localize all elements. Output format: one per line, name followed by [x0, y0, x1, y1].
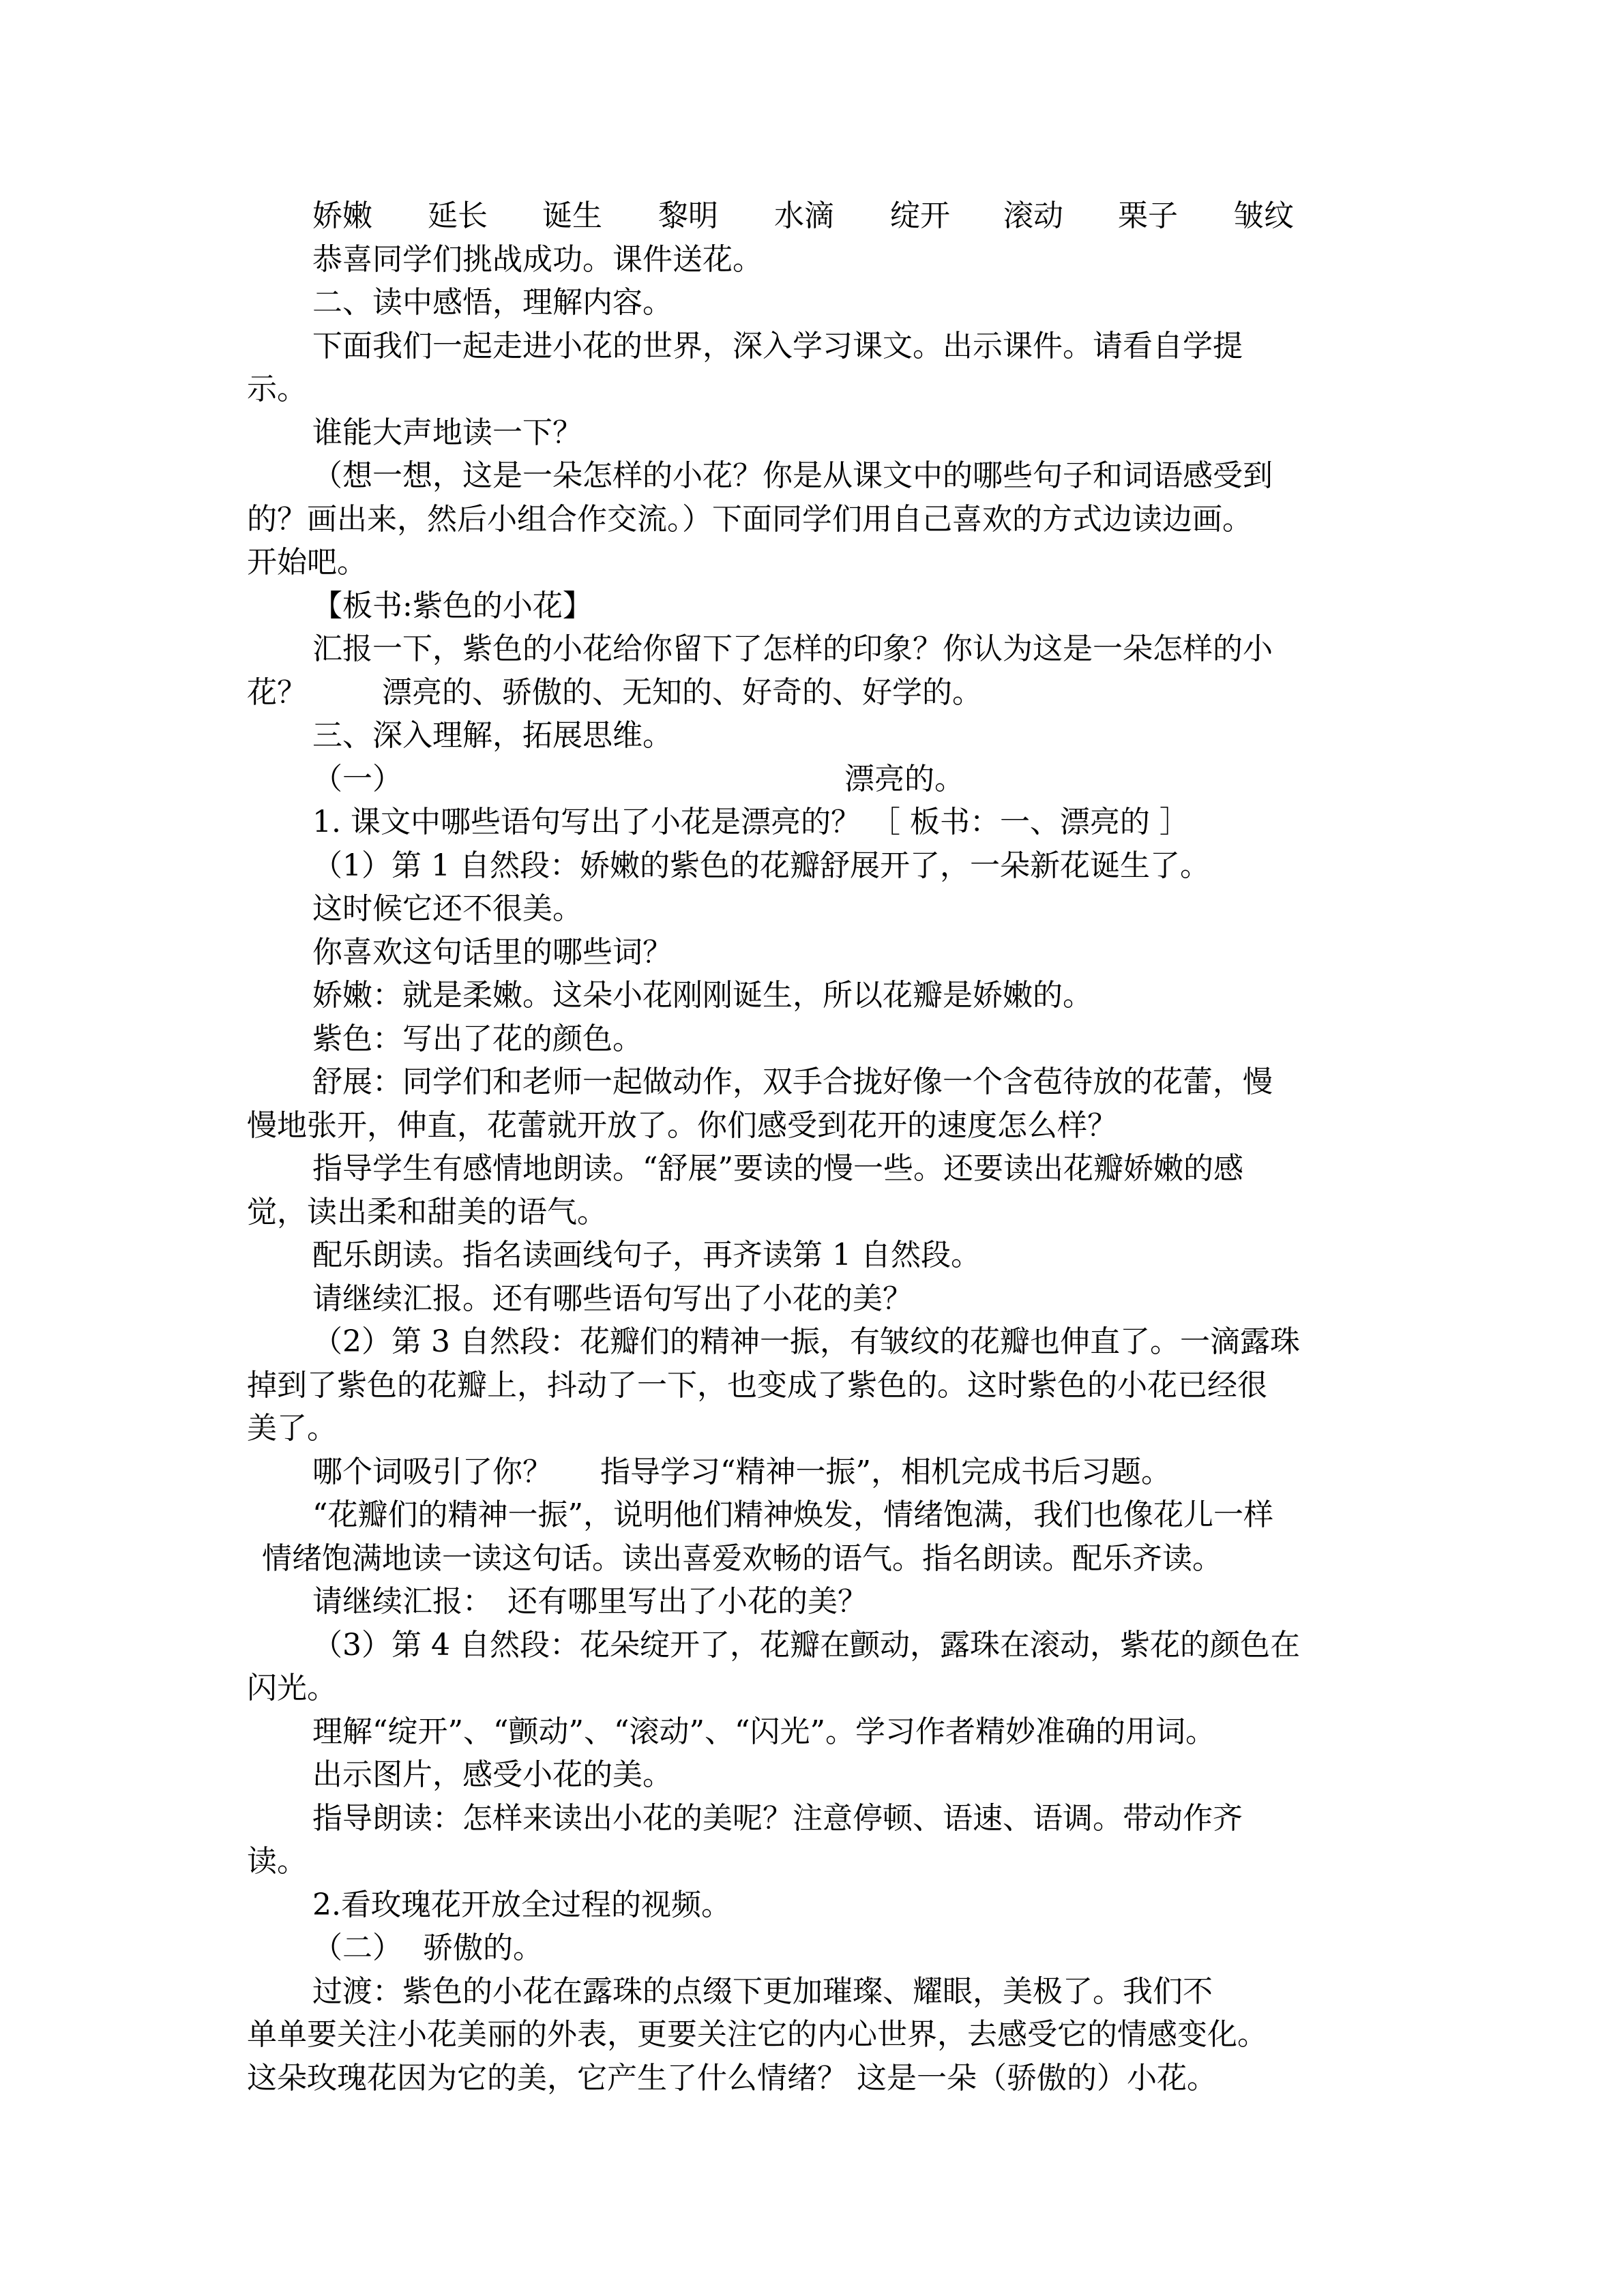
section-heading: 二、读中感悟，理解内容。 [312, 285, 673, 320]
vocab-word: 水滴 [774, 198, 834, 233]
paragraph-line: 闪光。 [247, 1671, 337, 1705]
paragraph-line: 舒展：同学们和老师一起做动作，双手合拢好像一个含苞待放的花蕾，慢 [312, 1064, 1273, 1099]
paragraph-line: 这时候它还不很美。 [312, 891, 582, 926]
paragraph-line: 掉到了紫色的花瓣上，抖动了一下，也变成了紫色的。这时紫色的小花已经很 [247, 1367, 1267, 1403]
paragraph-line [247, 671, 1365, 715]
paragraph-line: 紫色：写出了花的颜色。 [312, 1021, 643, 1056]
paragraph-line: 美了。 [247, 1411, 337, 1446]
line-segment: 指导学习“精神一振”，相机完成书后习题。 [600, 1454, 1171, 1489]
paragraph-line: 谁能大声地读一下？ [312, 415, 582, 450]
paragraph-line: 的？画出来，然后小组合作交流。）下面同学们用自己喜欢的方式边读边画。 [247, 501, 1252, 537]
vocab-word: 黎明 [658, 198, 718, 233]
paragraph-line: （2）第 3 自然段：花瓣们的精神一振，有皱纹的花瓣也伸直了。一滴露珠 [312, 1324, 1300, 1359]
paragraph-line: 慢地张开，伸直，花蕾就开放了。你们感受到花开的速度怎么样？ [247, 1107, 1117, 1143]
paragraph-line: 情绪饱满地读一读这句话。读出喜爱欢畅的语气。指名朗读。配乐齐读。 [262, 1540, 1222, 1576]
line-segment: 请继续汇报： [312, 1584, 492, 1619]
vocab-word: 滚动 [1003, 198, 1063, 233]
paragraph-line: 2.看玫瑰花开放全过程的视频。 [312, 1887, 731, 1922]
paragraph-line: 下面我们一起走进小花的世界，深入学习课文。出示课件。请看自学提 [312, 328, 1243, 363]
line-segment: 漂亮的。 [844, 761, 964, 796]
vocab-word: 诞生 [542, 198, 602, 233]
line-segment: （二） [312, 1930, 402, 1965]
paragraph-line: 配乐朗读。指名读画线句子，再齐读第 1 自然段。 [312, 1238, 981, 1272]
paragraph-line: 指导朗读：怎样来读出小花的美呢？注意停顿、语速、语调。带动作齐 [312, 1800, 1243, 1836]
paragraph-line: 汇报一下，紫色的小花给你留下了怎样的印象？你认为这是一朵怎样的小 [312, 631, 1273, 666]
paragraph-line: 你喜欢这句话里的哪些词？ [312, 934, 673, 970]
paragraph-line: 示。 [247, 372, 307, 406]
line-segment: 花？ [247, 674, 307, 710]
paragraph-line: （3）第 4 自然段：花朵绽开了，花瓣在颤动，露珠在滚动，紫花的颜色在 [312, 1627, 1300, 1663]
paragraph-line [247, 1450, 1365, 1494]
vocab-word: 延长 [428, 198, 488, 233]
subsection-heading [247, 758, 1365, 801]
vocab-word: 娇嫩 [312, 198, 372, 233]
paragraph-line: 1. 课文中哪些语句写出了小花是漂亮的？ ［ 板书：一、漂亮的 ］ [312, 805, 1190, 839]
section-heading: 三、深入理解，拓展思维。 [312, 718, 673, 753]
paragraph-line: 读。 [247, 1844, 307, 1879]
line-segment: 哪个词吸引了你？ [312, 1454, 552, 1489]
vocab-word: 绽开 [890, 198, 950, 233]
paragraph-line: 理解“绽开”、“颤动”、“滚动”、“闪光”。学习作者精妙准确的用词。 [312, 1714, 1215, 1749]
paragraph-line: （1）第 1 自然段：娇嫩的紫色的花瓣舒展开了，一朵新花诞生了。 [312, 848, 1210, 883]
paragraph-line: （想一想，这是一朵怎样的小花？你是从课文中的哪些句子和词语感受到 [312, 458, 1273, 493]
line-segment: （一） [312, 761, 402, 796]
line-segment: 骄傲的。 [423, 1930, 543, 1965]
paragraph-line: “花瓣们的精神一振”，说明他们精神焕发，情绪饱满，我们也像花儿一样 [312, 1497, 1273, 1532]
paragraph-line: 出示图片，感受小花的美。 [312, 1757, 673, 1792]
paragraph-line: 开始吧。 [247, 545, 367, 580]
blackboard-note: 【板书:紫色的小花】 [312, 588, 593, 623]
paragraph-line: 觉，读出柔和甜美的语气。 [247, 1194, 607, 1229]
document-body [247, 194, 1365, 2100]
subsection-heading [247, 1926, 1365, 1970]
line-segment: 漂亮的、骄傲的、无知的、好奇的、好学的。 [382, 674, 982, 710]
paragraph-line: 这朵玫瑰花因为它的美，它产生了什么情绪？ 这是一朵（骄傲的）小花。 [247, 2060, 1217, 2096]
paragraph-line: 单单要关注小花美丽的外表，更要关注它的内心世界，去感受它的情感变化。 [247, 2017, 1267, 2052]
paragraph-line: 娇嫩：就是柔嫩。这朵小花刚刚诞生，所以花瓣是娇嫩的。 [312, 978, 1093, 1013]
vocab-word: 栗子 [1118, 198, 1178, 233]
vocabulary-word-list [247, 194, 1365, 238]
paragraph-line: 恭喜同学们挑战成功。课件送花。 [312, 241, 763, 277]
paragraph-line: 指导学生有感情地朗读。“舒展”要读的慢一些。还要读出花瓣娇嫩的感 [312, 1151, 1243, 1186]
paragraph-line: 过渡：紫色的小花在露珠的点缀下更加璀璨、耀眼，美极了。我们不 [312, 1973, 1213, 2009]
vocab-word: 皱纹 [1234, 198, 1294, 233]
paragraph-line [247, 1580, 1365, 1624]
line-segment: 还有哪里写出了小花的美？ [507, 1584, 868, 1619]
paragraph-line: 请继续汇报。还有哪些语句写出了小花的美？ [312, 1281, 913, 1316]
